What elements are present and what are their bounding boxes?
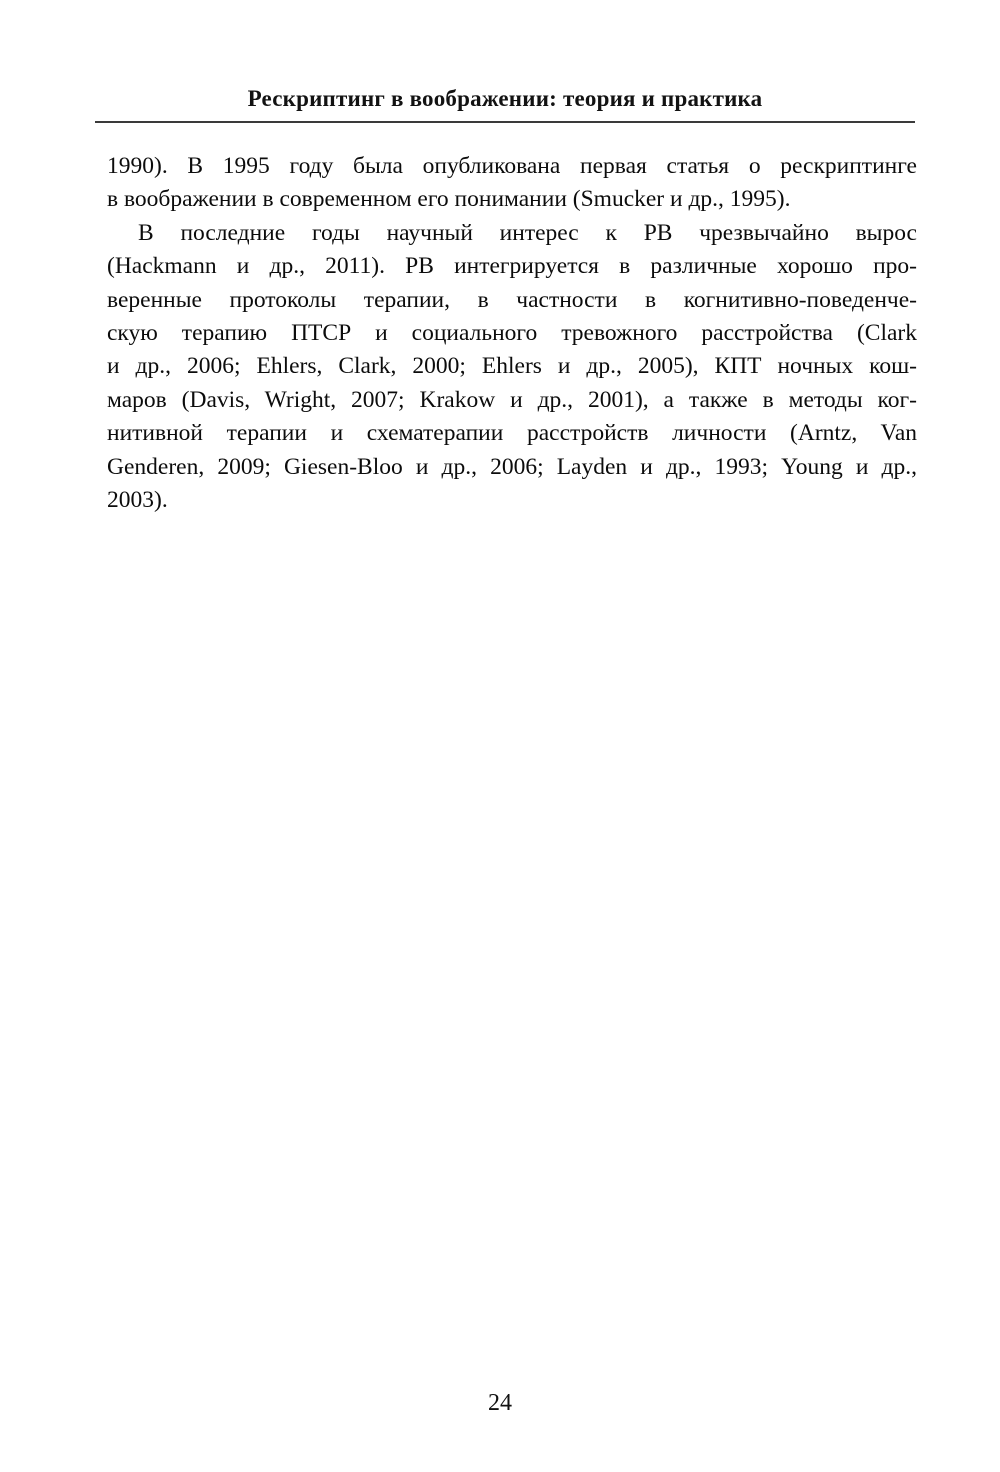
text-line: 2003). — [107, 487, 168, 514]
text-line: маров (Davis, Wright, 2007; Krakow и др., 2001), а также в методы ког- — [107, 386, 917, 413]
text-line: 1990). В 1995 году была опубликована первая статья о рескриптинге — [107, 153, 917, 179]
text-line: в воображении в современном его понимании (Smucker и др., 1995). — [107, 186, 791, 213]
text-line: Genderen, 2009; Giesen-Bloo и др., 2006; Layden и др., 1993; Young и др., — [107, 453, 917, 480]
text-line: нитивной терапии и схематерапии расстройств личности (Arntz, Van — [107, 420, 917, 447]
body-text — [107, 150, 917, 517]
text-line: скую терапию ПТСР и социального тревожного расстройства (Clark — [107, 320, 917, 347]
paragraph — [107, 150, 917, 217]
header-rule — [95, 121, 915, 123]
page-number: 24 — [488, 1390, 512, 1416]
text-line: В последние годы научный интерес к РВ чрезвычайно вырос — [138, 219, 917, 246]
text-line: веренные протоколы терапии, в частности в когнитивно-поведенче- — [107, 286, 917, 313]
text-line: (Hackmann и др., 2011). РВ интегрируется в различные хорошо про- — [107, 253, 917, 280]
paragraph — [107, 217, 917, 518]
text-line: и др., 2006; Ehlers, Clark, 2000; Ehlers и др., 2005), КПТ ночных кош- — [107, 353, 917, 380]
running-head: Рескриптинг в воображении: теория и практика — [247, 86, 763, 111]
